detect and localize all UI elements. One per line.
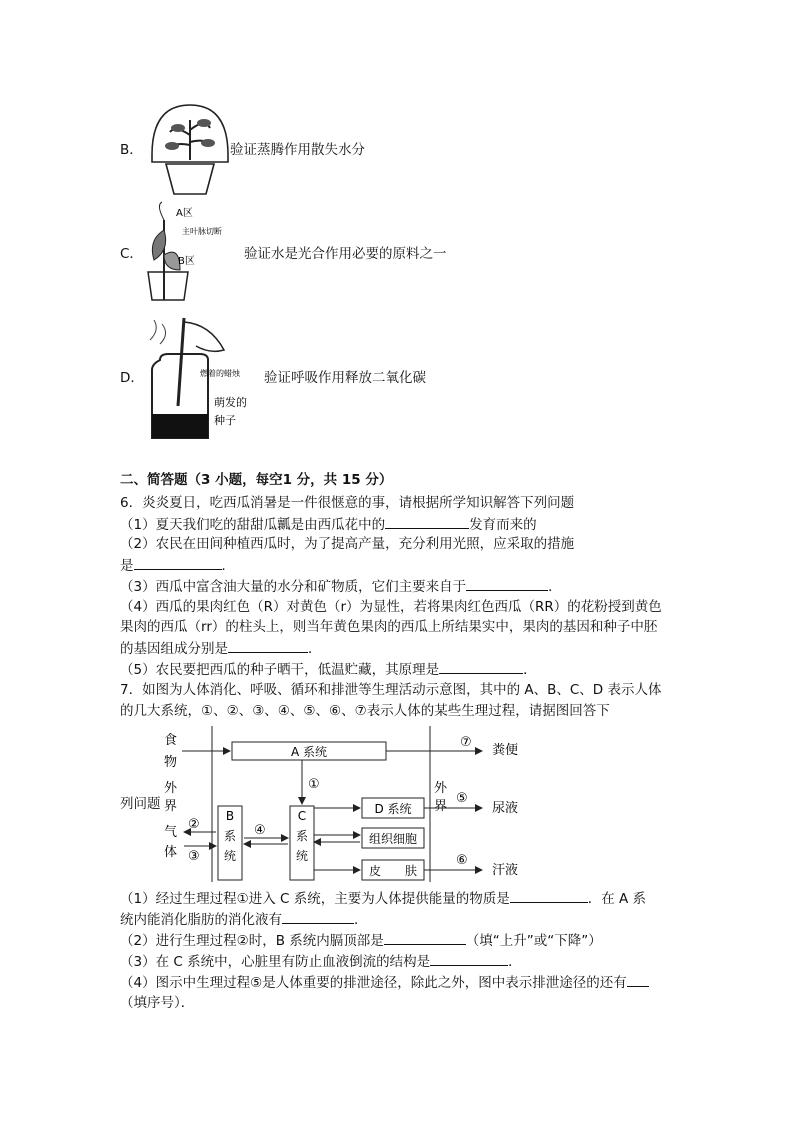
q6-sub5: （5）农民要把西瓜的种子晒干，低温贮藏，其原理是 ． bbox=[120, 659, 537, 680]
img-label-b-zone: B区 bbox=[178, 256, 195, 267]
process-6: ⑥ bbox=[456, 853, 468, 868]
seed-jar-image bbox=[140, 310, 270, 442]
img-label-seed-1: 萌发的 bbox=[214, 396, 247, 409]
q6-stem: 6．炎炎夏日，吃西瓜消暑是一件很惬意的事，请根据所学知识解答下列问题 bbox=[120, 495, 575, 511]
answer-blank[interactable] bbox=[627, 972, 649, 987]
answer-blank[interactable] bbox=[134, 555, 222, 570]
img-label-seed-2: 种子 bbox=[214, 414, 236, 427]
food-label-1: 食 bbox=[164, 733, 178, 748]
q7-sub3: （3）在 C 系统中，心脏里有防止血液倒流的结构是 ． bbox=[120, 951, 522, 972]
section-title: 二、简答题（3 小题，每空1 分，共 15 分） bbox=[120, 472, 393, 488]
answer-blank[interactable] bbox=[510, 888, 588, 903]
q7-stem-line3: 列问题 bbox=[120, 796, 161, 812]
process-1: ① bbox=[308, 777, 320, 792]
img-label-candle: 燃着的蜡烛 bbox=[200, 369, 240, 378]
option-d-text: 验证呼吸作用释放二氧化碳 bbox=[264, 370, 426, 386]
option-c-text: 验证水是光合作用必要的原料之一 bbox=[244, 246, 447, 262]
q6-sub2-line1: （2）农民在田间种植西瓜时，为了提高产量，充分利用光照，应采取的措施 bbox=[120, 536, 575, 552]
q6-sub3: （3）西瓜中富含油大量的水分和矿物质，它们主要来自于 ． bbox=[120, 576, 562, 597]
q6-sub1: （1）夏天我们吃的甜甜瓜瓤是由西瓜花中的 发育而来的 bbox=[120, 514, 537, 535]
c-system-2: 系 bbox=[295, 829, 309, 843]
q7-sub2: （2）进行生理过程②时，B 系统内膈顶部是 （填“上升”或“下降”） bbox=[120, 930, 602, 951]
feces-label: 粪便 bbox=[492, 743, 519, 758]
answer-blank[interactable] bbox=[439, 659, 523, 674]
answer-blank[interactable] bbox=[430, 951, 508, 966]
option-c-label: C． bbox=[120, 246, 143, 262]
img-label-a-zone: A区 bbox=[176, 208, 193, 219]
q7-sub4-line1: （4）图示中生理过程⑤是人体重要的排泄途径，除此之外，图中表示排泄途径的还有 bbox=[120, 972, 649, 993]
skin-label: 皮 肤 bbox=[368, 864, 418, 878]
sweat-label: 汗液 bbox=[492, 863, 519, 878]
bell-jar-plant-image bbox=[140, 100, 240, 198]
food-label-2: 物 bbox=[164, 755, 178, 770]
q7-sub1-line2: 统内能消化脂肪的消化液有 ． bbox=[120, 909, 368, 930]
q6-sub4-line2: 果肉的西瓜（rr）的柱头上，则当年黄色果肉的西瓜上所结果实中，果肉的基因和种子中胚 bbox=[120, 619, 658, 635]
process-5: ⑤ bbox=[456, 791, 468, 806]
outside-right-1: 外 bbox=[434, 781, 448, 796]
gas-label-2: 体 bbox=[164, 845, 178, 860]
b-system-2: 系 bbox=[223, 829, 237, 843]
urine-label: 尿液 bbox=[492, 801, 519, 816]
d-system-label: D 系统 bbox=[374, 802, 412, 816]
answer-blank[interactable] bbox=[384, 930, 466, 945]
q6-sub4-line3: 的基因组成分别是 ． bbox=[120, 638, 322, 659]
q6-sub4-line1: （4）西瓜的果肉红色（R）对黄色（r）为显性，若将果肉红色西瓜（RR）的花粉授到黄色 bbox=[120, 599, 662, 615]
option-b-label: B． bbox=[120, 142, 143, 158]
q7-sub4-line2: （填序号）． bbox=[120, 995, 195, 1011]
gas-label-1: 气 bbox=[164, 825, 178, 840]
process-4: ④ bbox=[254, 823, 266, 838]
answer-blank[interactable] bbox=[385, 514, 469, 529]
option-b-text: 验证蒸腾作用散失水分 bbox=[230, 142, 365, 158]
a-system-label: A 系统 bbox=[290, 745, 328, 759]
b-system-3: 统 bbox=[223, 849, 237, 863]
leaf-experiment-image bbox=[140, 200, 250, 302]
c-system-1: C bbox=[297, 809, 307, 823]
process-7: ⑦ bbox=[460, 735, 472, 750]
tissue-label: 组织细胞 bbox=[368, 832, 418, 846]
answer-blank[interactable] bbox=[282, 909, 354, 924]
physiology-diagram bbox=[160, 722, 560, 886]
b-system-1: B bbox=[225, 809, 235, 823]
q7-stem-line2: 的几大系统，①、②、③、④、⑤、⑥、⑦表示人体的某些生理过程，请据图回答下 bbox=[120, 703, 610, 719]
img-label-vein-cut: 主叶脉切断 bbox=[182, 227, 222, 236]
q7-sub1-line1: （1）经过生理过程①进入 C 系统，主要为人体提供能量的物质是 ．在 A 系 bbox=[120, 888, 646, 909]
q6-sub2-line2: 是 ． bbox=[120, 555, 235, 576]
q7-stem-line1: 7．如图为人体消化、呼吸、循环和排泄等生理活动示意图，其中的 A、B、C、D 表示人体 bbox=[120, 682, 662, 698]
process-2: ② bbox=[188, 817, 200, 832]
answer-blank[interactable] bbox=[466, 576, 548, 591]
outside-left-2: 界 bbox=[164, 799, 178, 814]
c-system-3: 统 bbox=[295, 849, 309, 863]
answer-blank[interactable] bbox=[228, 638, 308, 653]
outside-left-1: 外 bbox=[164, 781, 178, 796]
process-3: ③ bbox=[188, 849, 200, 864]
outside-right-2: 界 bbox=[434, 799, 448, 814]
option-d-label: D． bbox=[120, 370, 144, 386]
